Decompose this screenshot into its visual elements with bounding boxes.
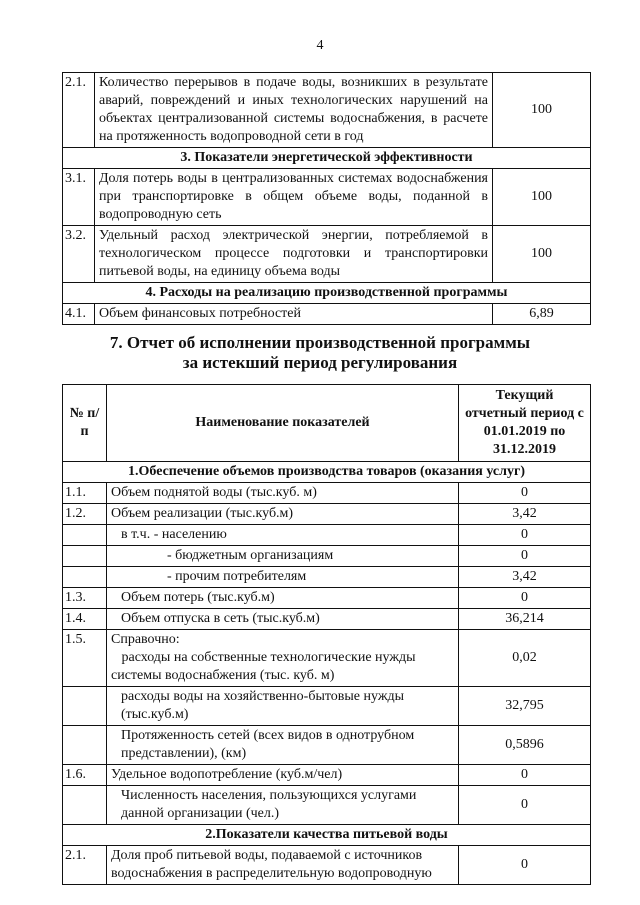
table-row bbox=[63, 567, 591, 588]
row-number: 2.1. bbox=[63, 73, 95, 148]
indicator-value: 100 bbox=[493, 226, 591, 283]
table-row bbox=[63, 846, 591, 885]
row-number: 1.5. bbox=[63, 630, 107, 687]
report-table bbox=[62, 384, 591, 885]
section-title-line2: за истекший период регулирования bbox=[182, 353, 458, 372]
section-heading: 1.Обеспечение объемов производства товаров (оказания услуг) bbox=[63, 462, 591, 483]
table-row bbox=[63, 609, 591, 630]
row-number: 4.1. bbox=[63, 304, 95, 325]
section-heading: 2.Показатели качества питьевой воды bbox=[63, 825, 591, 846]
indicator-name: Объем финансовых потребностей bbox=[95, 304, 493, 325]
indicator-name: Протяженность сетей (всех видов в однотрубном представлении), (км) bbox=[107, 726, 459, 765]
header-num: № п/п bbox=[63, 385, 107, 462]
table-row bbox=[63, 588, 591, 609]
row-number bbox=[63, 687, 107, 726]
indicator-value: 3,42 bbox=[459, 504, 591, 525]
page-number: 4 bbox=[316, 38, 324, 53]
indicator-value: 0,02 bbox=[459, 630, 591, 687]
section-row bbox=[63, 462, 591, 483]
row-number bbox=[63, 525, 107, 546]
report-table-header bbox=[63, 385, 591, 462]
indicator-name: Численность населения, пользующихся услугами данной организации (чел.) bbox=[107, 786, 459, 825]
indicator-value: 0 bbox=[459, 525, 591, 546]
table-row bbox=[63, 525, 591, 546]
row-number bbox=[63, 546, 107, 567]
indicator-name: Удельный расход электрической энергии, потребляемой в технологическом процессе подготовки и транспортировки питьевой воды, на единицу объема воды bbox=[95, 226, 493, 283]
indicator-value: 0 bbox=[459, 588, 591, 609]
indicator-name: - прочим потребителям bbox=[107, 567, 459, 588]
table-row bbox=[63, 765, 591, 786]
indicator-name: расходы воды на хозяйственно-бытовые нужды (тыс.куб.м) bbox=[107, 687, 459, 726]
table-row bbox=[63, 226, 591, 283]
indicator-name: Доля проб питьевой воды, подаваемой с источников водоснабжения в распределительную водопроводную bbox=[107, 846, 459, 885]
table-row bbox=[63, 504, 591, 525]
indicator-value: 0,5896 bbox=[459, 726, 591, 765]
indicator-name: Количество перерывов в подаче воды, возникших в результате аварий, повреждений и иных технологических нарушений на объектах централизованной системы водоснабжения, в расчете на протяженность водопроводной сети в год bbox=[95, 73, 493, 148]
indicator-name: - бюджетным организациям bbox=[107, 546, 459, 567]
indicator-name: Объем реализации (тыс.куб.м) bbox=[107, 504, 459, 525]
indicator-name: Объем отпуска в сеть (тыс.куб.м) bbox=[107, 609, 459, 630]
indicator-name: Доля потерь воды в централизованных системах водоснабжения при транспортировке в общем объеме воды, поданной в водопроводную сеть bbox=[95, 169, 493, 226]
indicator-value: 32,795 bbox=[459, 687, 591, 726]
row-number: 1.4. bbox=[63, 609, 107, 630]
indicator-value: 0 bbox=[459, 546, 591, 567]
section-heading: 3. Показатели энергетической эффективности bbox=[63, 148, 591, 169]
section-row bbox=[63, 825, 591, 846]
row-number bbox=[63, 786, 107, 825]
row-number: 1.1. bbox=[63, 483, 107, 504]
indicator-name: Объем поднятой воды (тыс.куб. м) bbox=[107, 483, 459, 504]
section-heading: 4. Расходы на реализацию производственной программы bbox=[63, 283, 591, 304]
header-name: Наименование показателей bbox=[107, 385, 459, 462]
row-number bbox=[63, 726, 107, 765]
row-number: 3.2. bbox=[63, 226, 95, 283]
table-row bbox=[63, 786, 591, 825]
table-row bbox=[63, 73, 591, 148]
table-row bbox=[63, 483, 591, 504]
table-row bbox=[63, 169, 591, 226]
indicator-name: Удельное водопотребление (куб.м/чел) bbox=[107, 765, 459, 786]
section-row bbox=[63, 283, 591, 304]
header-period: Текущий отчетный период с 01.01.2019 по 31.12.2019 bbox=[459, 385, 591, 462]
section-title-line1: 7. Отчет об исполнении производственной программы bbox=[109, 333, 531, 352]
table-row bbox=[63, 546, 591, 567]
section-row bbox=[63, 148, 591, 169]
table-row bbox=[63, 687, 591, 726]
indicator-value: 3,42 bbox=[459, 567, 591, 588]
row-number: 1.6. bbox=[63, 765, 107, 786]
indicator-name: в т.ч. - населению bbox=[107, 525, 459, 546]
row-number: 2.1. bbox=[63, 846, 107, 885]
row-number bbox=[63, 567, 107, 588]
indicator-value: 0 bbox=[459, 786, 591, 825]
indicator-value: 6,89 bbox=[493, 304, 591, 325]
row-number: 1.2. bbox=[63, 504, 107, 525]
indicator-value: 0 bbox=[459, 846, 591, 885]
indicator-name: Объем потерь (тыс.куб.м) bbox=[107, 588, 459, 609]
indicator-value: 100 bbox=[493, 73, 591, 148]
indicator-value: 36,214 bbox=[459, 609, 591, 630]
table-row bbox=[63, 726, 591, 765]
indicator-name: Справочно: расходы на собственные технологические нужды системы водоснабжения (тыс. куб. м) bbox=[107, 630, 459, 687]
section-title bbox=[0, 333, 640, 373]
row-number: 1.3. bbox=[63, 588, 107, 609]
table-row bbox=[63, 630, 591, 687]
indicator-value: 100 bbox=[493, 169, 591, 226]
indicator-value: 0 bbox=[459, 765, 591, 786]
indicators-table-continued bbox=[62, 72, 591, 325]
table-row bbox=[63, 304, 591, 325]
row-number: 3.1. bbox=[63, 169, 95, 226]
indicator-value: 0 bbox=[459, 483, 591, 504]
